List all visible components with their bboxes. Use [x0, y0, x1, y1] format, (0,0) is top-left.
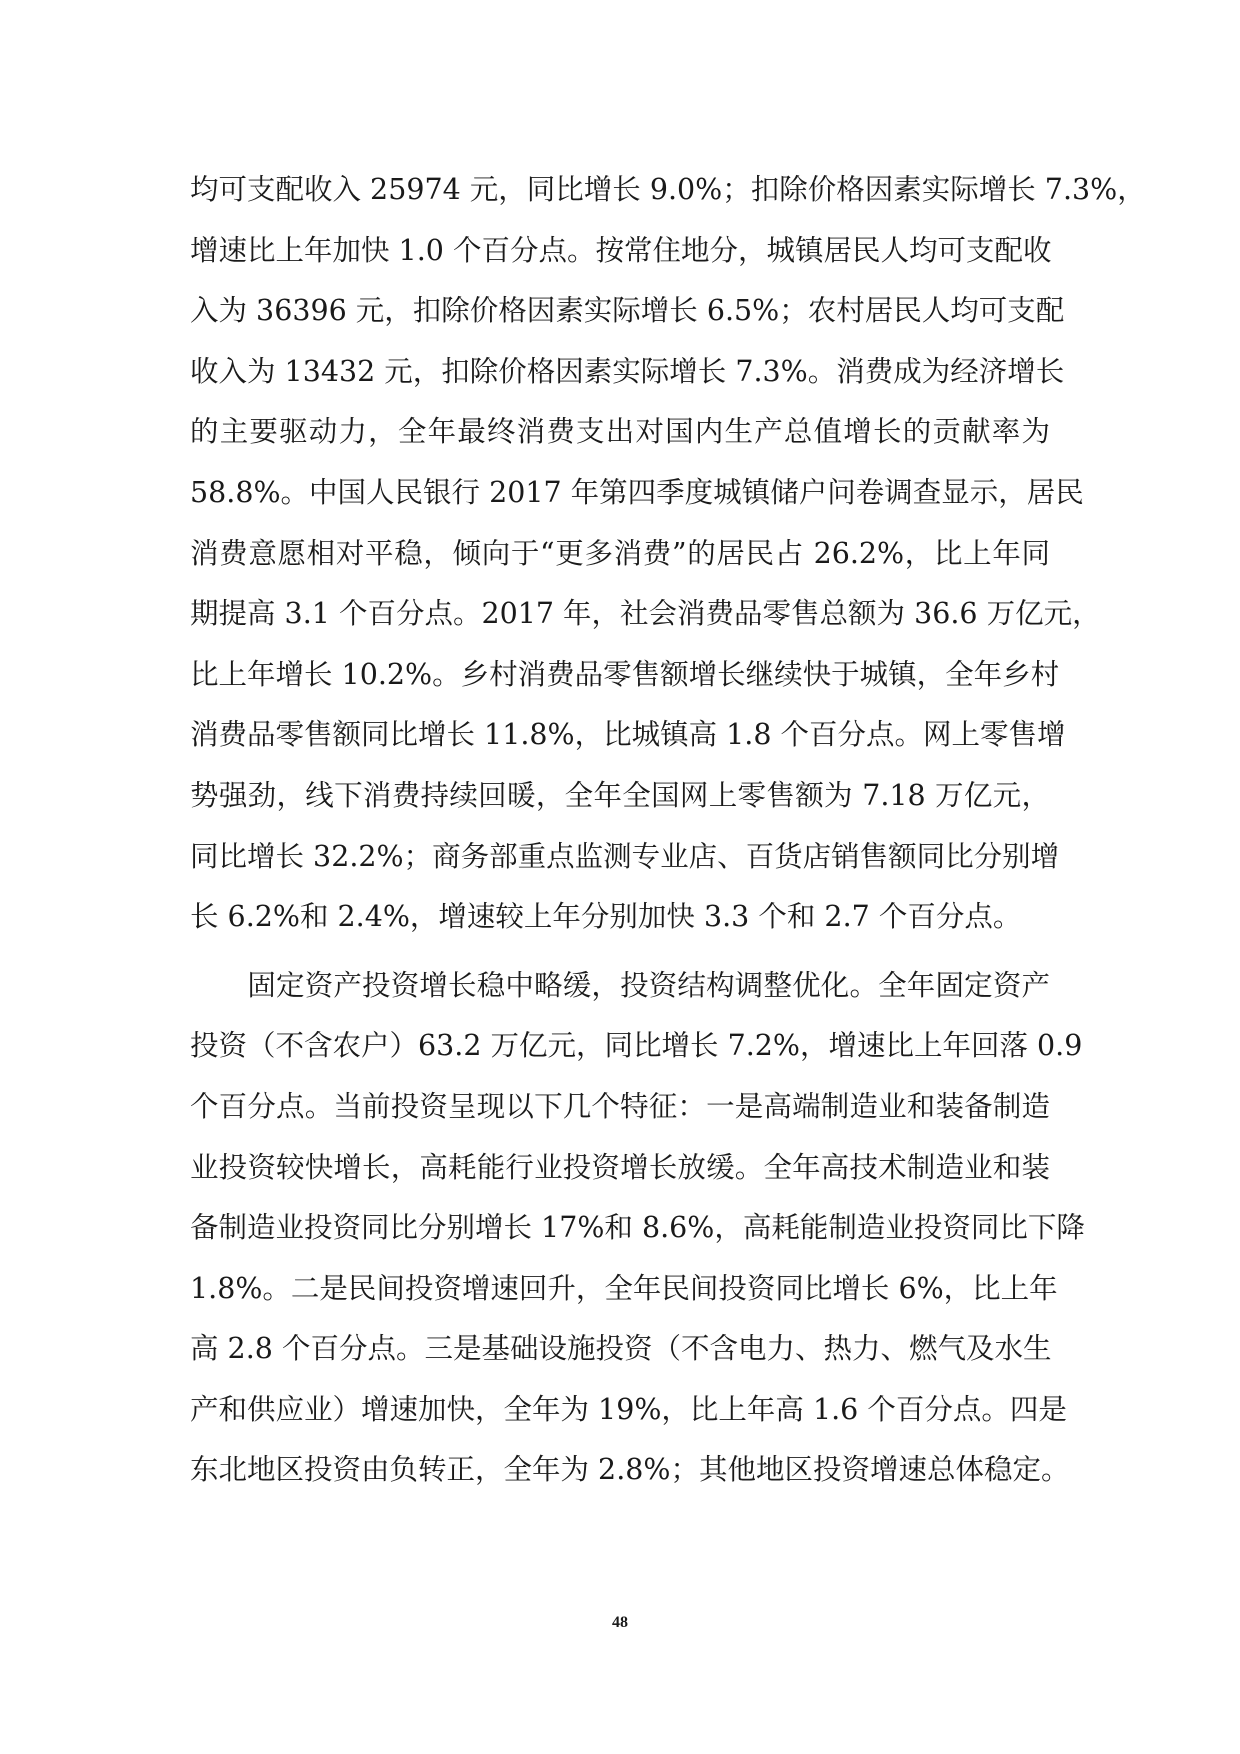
- text-line: 产和供应业）增速加快，全年为 19%，比上年高 1.6 个百分点。四是: [190, 1392, 1067, 1426]
- page-number: 48: [612, 1614, 628, 1631]
- text-line: 比上年增长 10.2%。乡村消费品零售额增长继续快于城镇，全年乡村: [190, 657, 1060, 691]
- text-line: 期提高 3.1 个百分点。2017 年，社会消费品零售总额为 36.6 万亿元，: [190, 597, 1101, 631]
- text-line: 长 6.2%和 2.4%，增速较上年分别加快 3.3 个和 2.7 个百分点。: [190, 900, 1022, 934]
- paragraph-consumption: [190, 160, 1146, 948]
- text-line: 58.8%。中国人民银行 2017 年第四季度城镇储户问卷调查显示，居民: [190, 475, 1084, 509]
- text-line: 入为 36396 元，扣除价格因素实际增长 6.5%；农村居民人均可支配: [190, 294, 1065, 328]
- text-line: 的主要驱动力，全年最终消费支出对国内生产总值增长的贡献率为: [190, 415, 1050, 449]
- paragraph-spacer: [190, 948, 1050, 956]
- text-line: 同比增长 32.2%；商务部重点监测专业店、百货店销售额同比分别增: [190, 839, 1060, 873]
- text-line: 1.8%。二是民间投资增速回升，全年民间投资同比增长 6%，比上年: [190, 1271, 1058, 1305]
- text-line: 东北地区投资由负转正，全年为 2.8%；其他地区投资增速总体稳定。: [190, 1453, 1070, 1487]
- text-line: 投资（不含农户）63.2 万亿元，同比增长 7.2%，增速比上年回落 0.9: [190, 1029, 1083, 1063]
- text-line: 备制造业投资同比分别增长 17%和 8.6%，高耗能制造业投资同比下降: [190, 1211, 1085, 1245]
- text-line: 均可支配收入 25974 元，同比增长 9.0%；扣除价格因素实际增长 7.3%，: [190, 173, 1146, 206]
- text-line: 增速比上年加快 1.0 个百分点。按常住地分，城镇居民人均可支配收: [190, 233, 1052, 267]
- text-line: 消费意愿相对平稳，倾向于“更多消费”的居民占 26.2%，比上年同: [190, 536, 1050, 570]
- text-line: 业投资较快增长，高耗能行业投资增长放缓。全年高技术制造业和装: [190, 1150, 1050, 1184]
- text-line: 势强劲，线下消费持续回暖，全年全国网上零售额为 7.18 万亿元，: [190, 778, 1050, 812]
- text-line: 固定资产投资增长稳中略缓，投资结构调整优化。全年固定资产: [190, 968, 1050, 1002]
- text-line: 个百分点。当前投资呈现以下几个特征：一是高端制造业和装备制造: [190, 1089, 1050, 1123]
- body-text: [190, 160, 1146, 1501]
- text-line: 收入为 13432 元，扣除价格因素实际增长 7.3%。消费成为经济增长: [190, 354, 1065, 388]
- text-line: 高 2.8 个百分点。三是基础设施投资（不含电力、热力、燃气及水生: [190, 1332, 1052, 1366]
- paragraph-investment: [190, 956, 1085, 1501]
- text-line: 消费品零售额同比增长 11.8%，比城镇高 1.8 个百分点。网上零售增: [190, 718, 1066, 752]
